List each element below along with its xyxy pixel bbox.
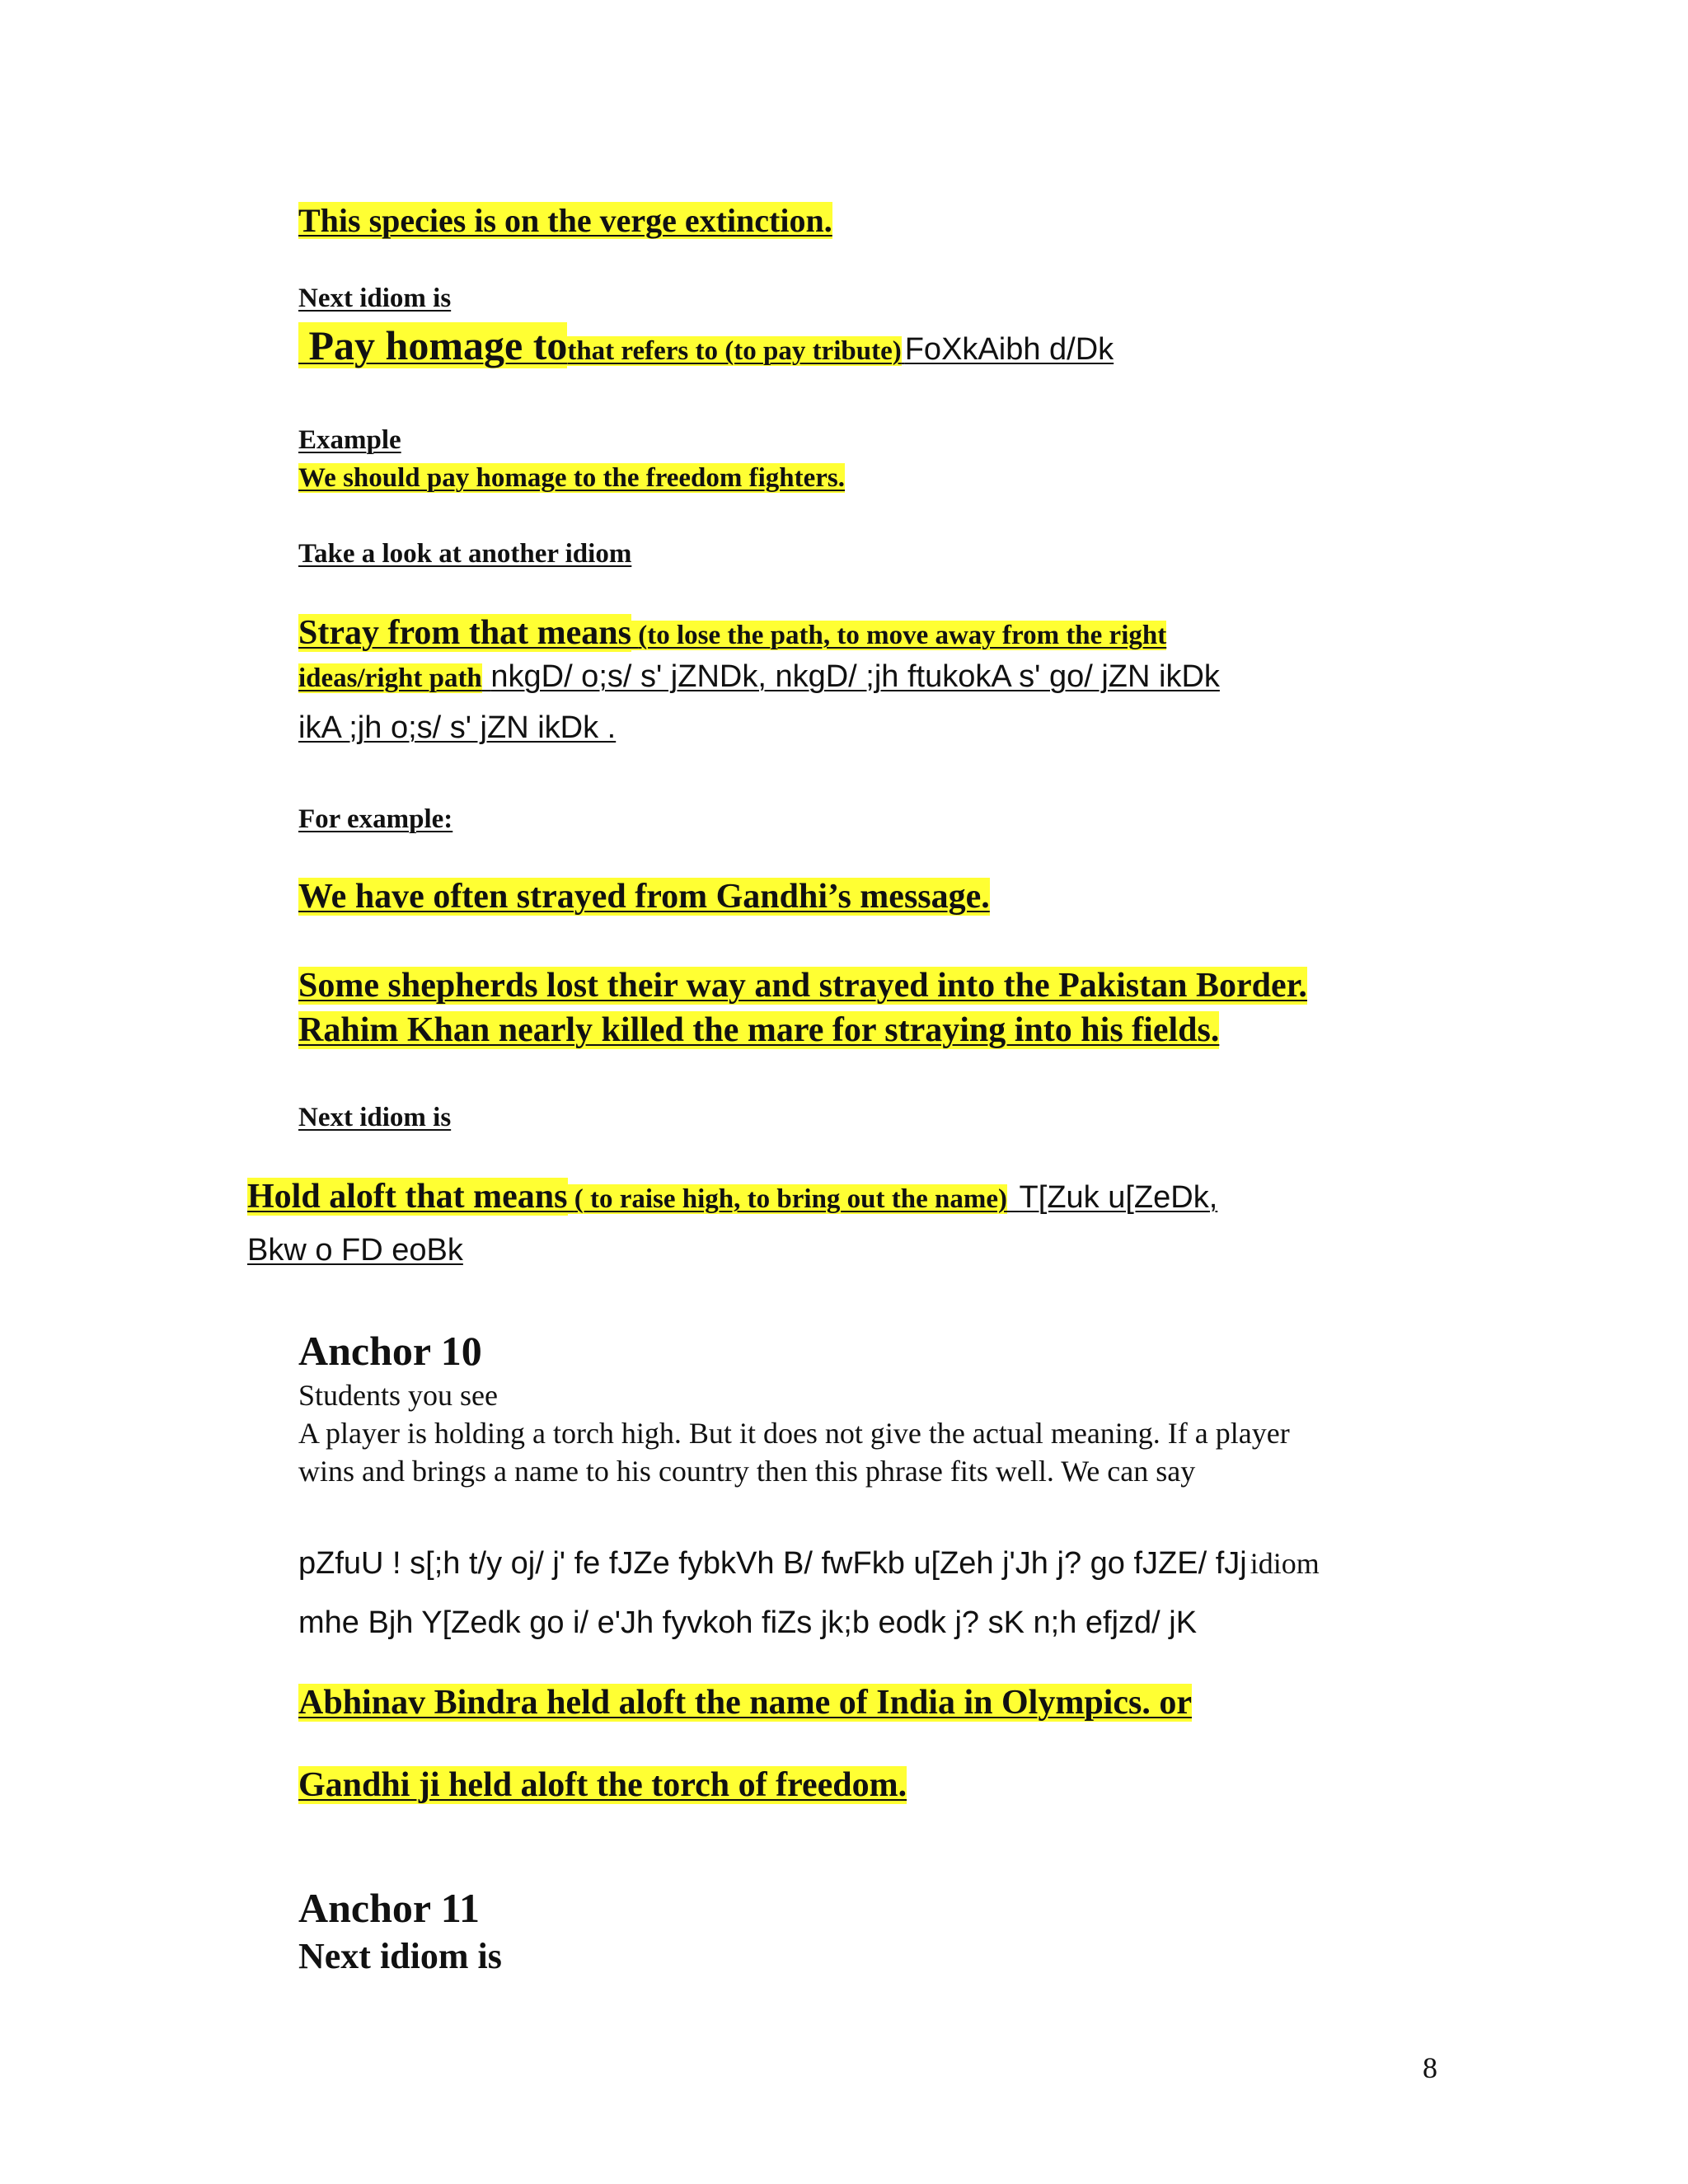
pay-homage-term: Pay homage to	[298, 322, 567, 368]
next-idiom-heading-1: Next idiom is	[298, 284, 452, 313]
hold-aloft-hindi-2: Bkw o FD eoBk	[247, 1233, 463, 1268]
stray-from-hindi-1: nkgD/ o;s/ s' jZNDk, nkgD/ ;jh ftukokA s' go/ jZN ikDk	[490, 659, 1220, 694]
anchor-10-line-3: wins and brings a name to his country then this phrase fits well. We can say	[298, 1455, 1196, 1488]
hold-aloft-term: Hold aloft that means	[247, 1178, 568, 1216]
stray-example-3: Rahim Khan nearly killed the mare for straying into his fields.	[298, 1011, 1220, 1049]
hold-aloft-definition-line-1	[247, 1177, 1217, 1216]
anchor-11-subtitle: Next idiom is	[298, 1936, 502, 1976]
hold-aloft-meaning: ( to raise high, to bring out the name)	[568, 1184, 1007, 1214]
stray-from-meaning-2: ideas/right path	[298, 663, 482, 693]
page-number: 8	[1423, 2051, 1437, 2084]
hold-aloft-example-1: Abhinav Bindra held aloft the name of India in Olympics. or	[298, 1684, 1192, 1722]
stray-from-meaning-1: (to lose the path, to move away from the right	[631, 621, 1166, 650]
anchor-10-line-2: A player is holding a torch high. But it does not give the actual meaning. If a player	[298, 1417, 1290, 1450]
anchor-10-heading: Anchor 10	[298, 1328, 482, 1374]
stray-from-definition-line-2	[298, 659, 1220, 695]
pay-homage-definition	[298, 321, 1114, 369]
stray-from-term: Stray from that means	[298, 614, 632, 652]
anchor-10-hindi-1: pZfuU ! s[;h t/y oj/ j' fe fJZe fybkVh B/ fwFkb u[Zeh j'Jh j? go fJZE/ fJj idiom	[298, 1546, 1320, 1581]
stray-example-1: We have often strayed from Gandhi’s message.	[298, 878, 990, 916]
stray-from-definition-line-1	[298, 613, 1166, 653]
for-example-label: For example:	[298, 804, 453, 834]
anchor-10-hindi-2: mhe Bjh Y[Zedk go i/ e'Jh fyvkoh fiZs jk;b eodk j? sK n;h efjzd/ jK	[298, 1605, 1198, 1640]
example-label: Example	[298, 425, 401, 455]
hold-aloft-example-2: Gandhi ji held aloft the torch of freedom.	[298, 1766, 907, 1804]
species-example: This species is on the verge extinction.	[298, 202, 832, 239]
stray-from-hindi-2: ikA ;jh o;s/ s' jZN ikDk .	[298, 710, 617, 745]
take-look-heading: Take a look at another idiom	[298, 539, 632, 569]
anchor-10-line-1: Students you see	[298, 1379, 498, 1412]
anchor-11-heading: Anchor 11	[298, 1885, 480, 1931]
next-idiom-heading-2: Next idiom is	[298, 1103, 452, 1132]
stray-example-2: Some shepherds lost their way and strayed into the Pakistan Border.	[298, 967, 1307, 1005]
hold-aloft-hindi-1: T[Zuk u[ZeDk,	[1019, 1180, 1218, 1215]
pay-homage-example: We should pay homage to the freedom fighters.	[298, 463, 846, 493]
pay-homage-meaning: that refers to (to pay tribute)	[567, 336, 902, 366]
pay-homage-hindi: FoXkAibh d/Dk	[904, 332, 1114, 367]
